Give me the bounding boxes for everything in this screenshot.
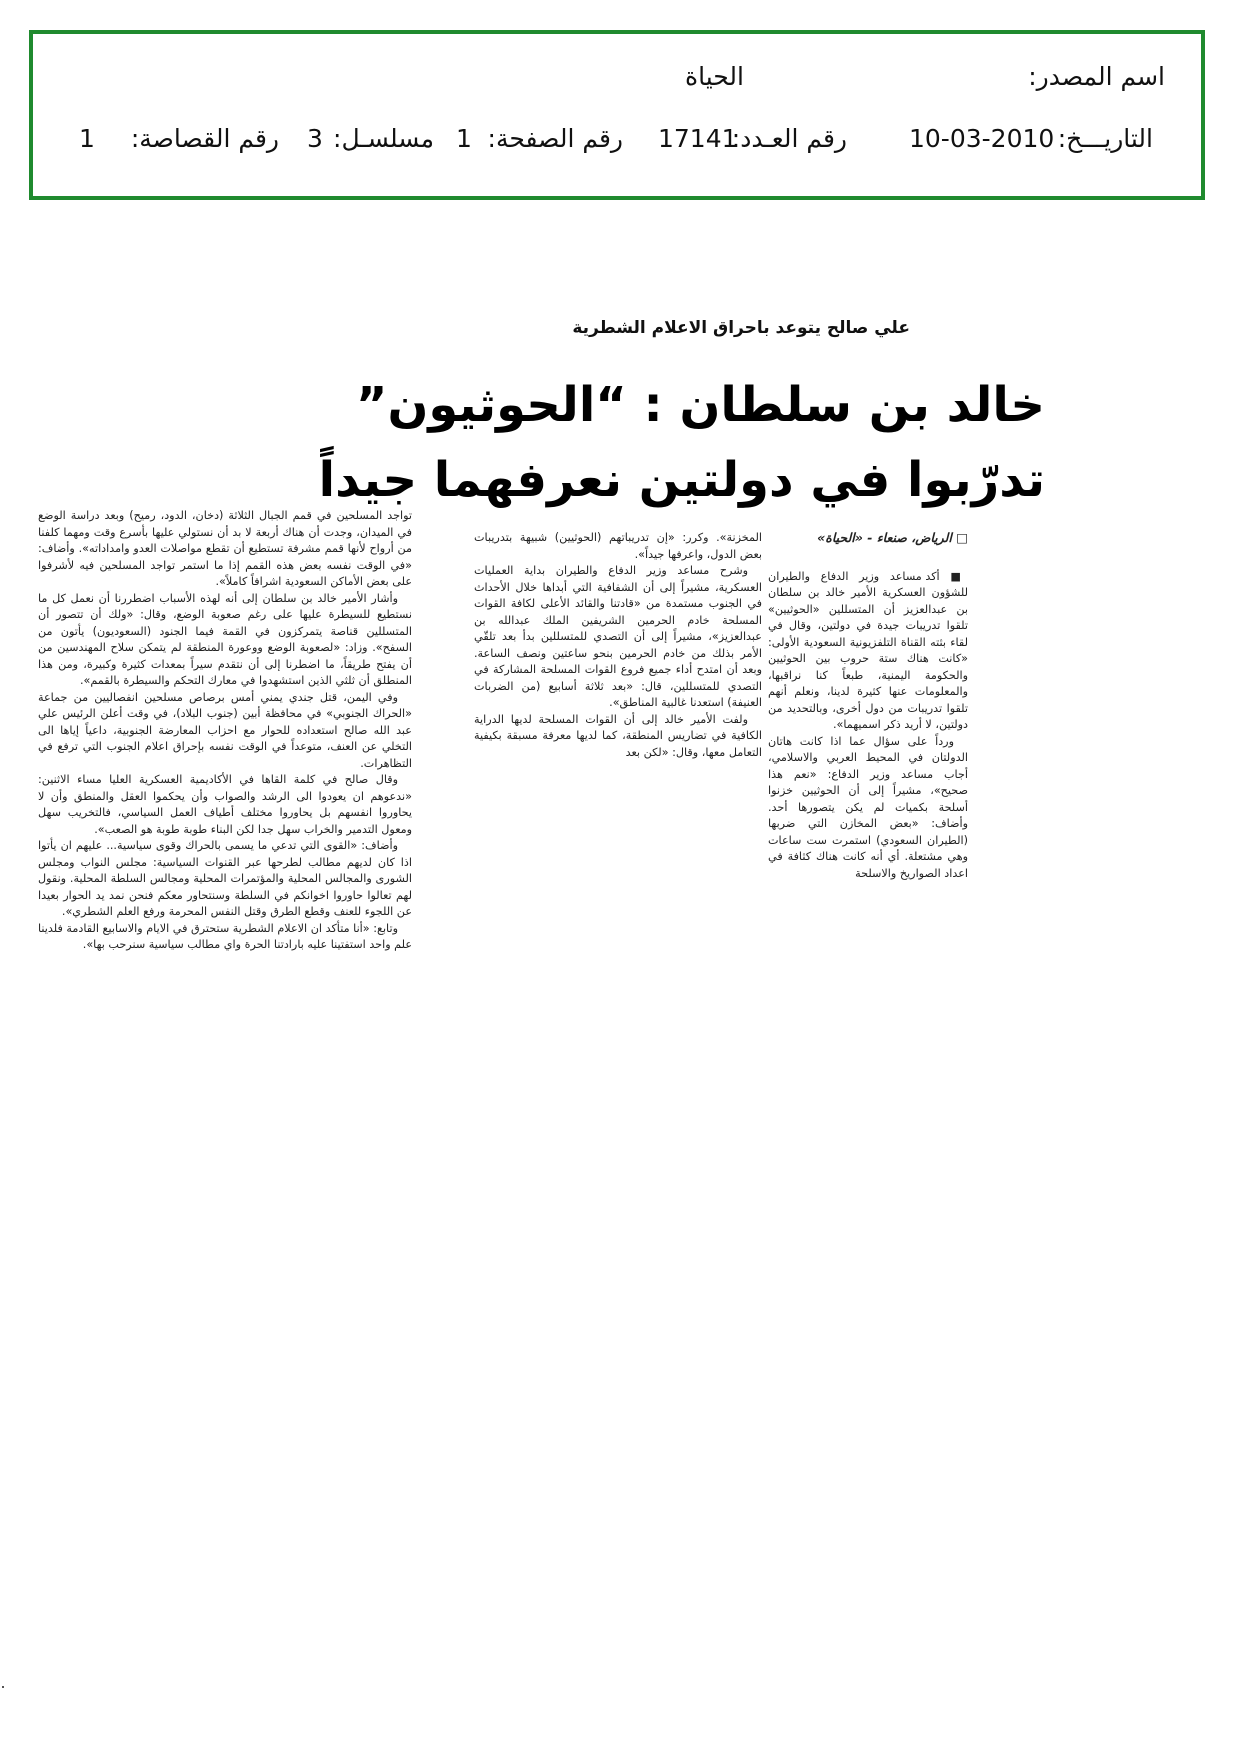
clipping-label: رقم القصاصة: <box>130 124 279 153</box>
page-value: 1 <box>456 124 472 153</box>
headline-line-1: خالد بن سلطان : “الحوثيون” <box>355 377 1045 433</box>
clipping-value: 1 <box>79 124 95 153</box>
source-value: الحياة <box>685 62 744 91</box>
paragraph: وأشار الأمير خالد بن سلطان إلى أنه لهذه الأسباب اضطررنا أن نعمل كل ما نستطيع للسيطرة عليها على رغم صعوبة الوضع، وقال: «ولك أن تتصور أن المتسللين قناصة يتمركزون في القمة فيما الجنود (السعوديون) يأتون من السفح». وزاد: «لصعوبة الوضع ووعورة المنطقة لم يتمكن سلاح المهندسين من أن يفتح طريقاً، ما اضطرنا إلى أن نتقدم سيراً بمعدات كثيرة وكبيرة، ومن هذا المنطلق أن ثلثي الذين استشهدوا في معارك التحكم والسيطرة بالقمم». <box>38 591 412 687</box>
date-value: 10-03-2010 <box>909 124 1055 153</box>
headline-line-2: تدرّبوا في دولتين نعرفهما جيداً <box>318 452 1045 508</box>
paragraph: وقال صالح في كلمة القاها في الأكاديمية العسكرية العليا مساء الاثنين: «ندعوهم ان يعودوا الى الرشد والصواب وأن يحكموا العقل والمنطق وأن لا يحاوروا انفسهم بل يحاوروا مختلف أطياف العمل السياسي، فالتخريب سهل ومعول التدمير والخراب سهل جدا لكن البناء طوبة طوبة هو الصعب». <box>38 773 412 836</box>
page-label: رقم الصفحة: <box>487 124 623 153</box>
article-column-2 <box>474 530 762 761</box>
article-column-3 <box>38 508 412 954</box>
bullet-square-icon: ■ <box>939 569 968 583</box>
dateline-text: الرياض، صنعاء - «الحياة» <box>817 530 952 545</box>
date-label: التاريـــخ: <box>1057 124 1153 153</box>
scan-mark <box>2 1686 4 1688</box>
dateline <box>768 530 968 547</box>
paragraph: المخزنة». وكرر: «إن تدريباتهم (الحوثيين) شبيهة بتدريبات بعض الدول، واعرفها جيداً». <box>474 531 762 561</box>
article-kicker: علي صالح يتوعد باحراق الاعلام الشطرية <box>572 318 910 338</box>
source-label: اسم المصدر: <box>1028 62 1165 91</box>
article-headline <box>318 368 1045 518</box>
article-column-1 <box>768 530 968 882</box>
square-icon: □ <box>956 530 968 545</box>
paragraph: وشرح مساعد وزير الدفاع والطيران بداية العمليات العسكرية، مشيراً إلى أن الشفافية التي أبداها خلال الأحداث في الجنوب مستمدة من «قادتنا والقائد الأعلى لكافة القوات المسلحة خادم الحرمين الشريفين الملك عبدالله بن عبدالعزيز»، مشيراً إلى أن التصدي للمتسللين بدأ بعد تلقّي الأمر بذلك من خادم الحرمين بنحو ساعتين ونصف الساعة. وبعد أن امتدح أداء جميع فروع القوات المسلحة المشاركة في التصدي للمتسللين، قال: «بعد ثلاثة أسابيع (من الضربات العنيفة) استعدنا غالبية المناطق». <box>474 564 762 709</box>
paragraph: تواجد المسلحين في قمم الجبال الثلاثة (دخان، الدود، رميح) وبعد دراسة الوضع في الميدان، وجدت أن هناك أربعة لا بد أن نستولي عليها بأسرع وقت ومهما كلفنا من أرواح لأنها قمم مشرفة تستطيع أن تقطع مواصلات العدو وامداداته». وأضاف: «في الوقت نفسه بعض هذه القمم إذا ما استمر تواجد المسلحين فيه لأشرفوا على بعض الأماكن السعودية اشرافاً كاملاً». <box>38 509 412 588</box>
issue-value: 17141 <box>658 124 738 153</box>
paragraph: وتابع: «أنا متأكد ان الاعلام الشطرية ستحترق في الايام والاسابيع القادمة فلدينا علم واحد استفتينا عليه بارادتنا الحرة واي مطالب سياسية سنرحب بها». <box>38 921 412 951</box>
paragraph: ■ أكد مساعد وزير الدفاع والطيران للشؤون العسكرية الأمير خالد بن سلطان بن عبدالعزيز أن المتسللين «الحوثيين» تلقوا تدريبات جيدة في دولتين، وقال في لقاء بثته القناة التلفزيونية السعودية الأولى: «كانت هناك ستة حروب بين الحوثيين والحكومة اليمنية، طبعاً كنا نراقبها، والمعلومات عنها كثيرة لدينا، ونعلم أنهم تلقوا تدريبات من دول أخرى، وبالتحديد من دولتين، لا أريد ذكر اسميهما». <box>768 569 968 731</box>
paragraph: ورداً على سؤال عما اذا كانت هاتان الدولتان في المحيط العربي والاسلامي، أجاب مساعد وزير الدفاع: «نعم هذا صحيح»، مشيراً إلى أن الحوثيين خزنوا أسلحة بكميات لم يكن يتصورها أحد. وأضاف: «بعض المخازن التي ضربها (الطيران السعودي) استمرت ست ساعات وهي مشتعلة. أي أنه كانت هناك كثافة في اعداد الصواريخ والاسلحة <box>768 734 968 880</box>
paragraph: وأضاف: «القوى التي تدعي ما يسمى بالحراك وقوى سياسية... عليهم ان يأتوا اذا كان لديهم مطالب لطرحها عبر القنوات السياسية: مجلس النواب ومجلس الشورى والمجالس المحلية والمؤتمرات المحلية ومجالس السلطة المحلية. ونقول لهم تعالوا حاوروا اخوانكم في السلطة وسنتحاور معكم فنحن نمد يد الحوار بعيدا عن اللجوء للعنف وقطع الطرق وقتل النفس المحرمة ورفع العلم الشطري». <box>38 839 412 918</box>
issue-label: رقم العـدد: <box>731 124 847 153</box>
serial-value: 3 <box>307 124 323 153</box>
paragraph: ولفت الأمير خالد إلى أن القوات المسلحة لديها الدراية الكافية في تضاريس المنطقة، كما لديها معرفة مسبقة بكيفية التعامل معها، وقال: «لكن بعد <box>474 712 762 759</box>
clipping-header <box>29 30 1205 200</box>
serial-label: مسلسـل: <box>333 124 434 153</box>
paragraph: وفي اليمن، قتل جندي يمني أمس برصاص مسلحين انفصاليين من جماعة «الحراك الجنوبي» في محافظة أبين (جنوب البلاد)، في وقت أعلن الرئيس علي عبد الله صالح استعداده للحوار مع احزاب المعارضة الجنوبية، داعياً إياها الى التخلي عن العنف، متوعداً في الوقت نفسه بإحراق اعلام الجنوب التي ترفع في التظاهرات. <box>38 690 412 770</box>
